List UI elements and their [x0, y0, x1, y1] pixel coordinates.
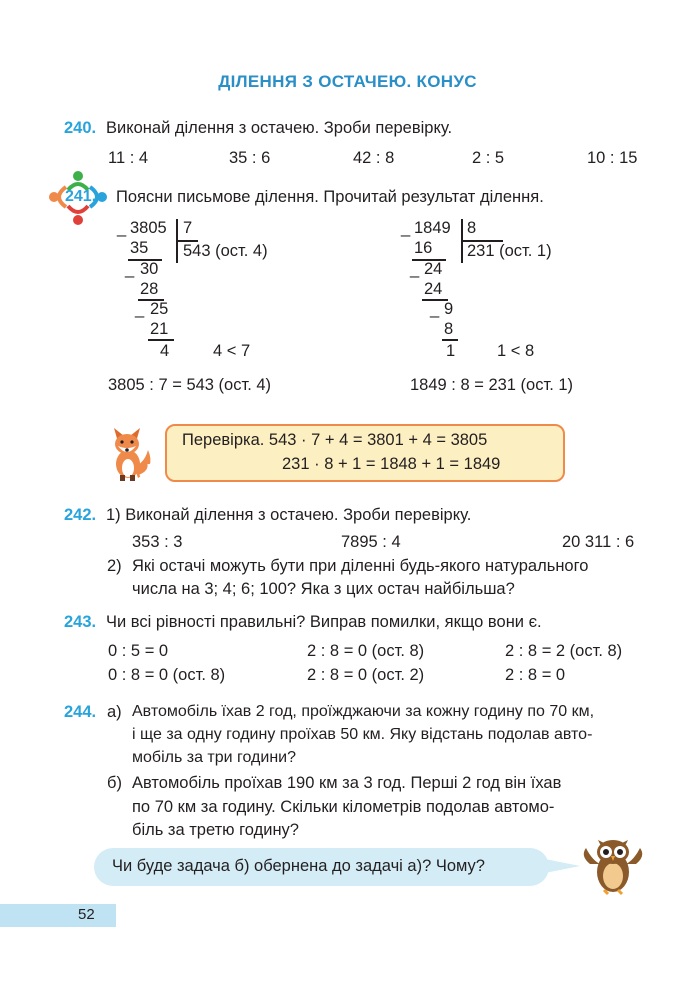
subtrahend: 24	[424, 280, 443, 298]
rule-line	[442, 339, 458, 341]
ex242-item: 20 311 : 6	[562, 533, 635, 551]
ex244-b-line: Автомобіль проїхав 190 км за 3 год. Перші 2 год він їхав	[132, 774, 562, 792]
minus-sign: _	[401, 219, 411, 237]
ex240-item: 11 : 4	[108, 149, 149, 167]
ex240-item: 35 : 6	[229, 149, 271, 167]
check-line-1: Перевірка. 543 · 7 + 4 = 3801 + 4 = 3805	[182, 431, 488, 449]
divisor: 7	[183, 219, 193, 237]
minus-sign: _	[430, 300, 440, 318]
exercise-240-number: 240.	[64, 119, 97, 137]
remainder: 1	[446, 342, 456, 360]
ex242-item: 353 : 3	[132, 533, 183, 551]
minus-sign: _	[410, 260, 420, 278]
ex244-a-line: Автомобіль їхав 2 год, проїжджаючи за кожну годину по 70 км,	[132, 703, 595, 720]
exercise-241-text: Поясни письмове ділення. Прочитай результат ділення.	[116, 188, 544, 206]
page-number: 52	[78, 906, 95, 923]
ex244-b-line: по 70 км за годину. Скільки кілометрів подолав автомо-	[132, 798, 555, 816]
partial-remainder: 25	[150, 300, 169, 318]
ex242-part2-label: 2)	[107, 557, 122, 575]
exercise-242-number: 242.	[64, 506, 97, 524]
remainder-compare: 1 < 8	[497, 342, 535, 360]
owl-icon	[580, 834, 646, 896]
minus-sign: _	[117, 219, 127, 237]
ex244-a-line: і ще за одну годину проїхав 50 км. Яку відстань подолав авто-	[132, 726, 593, 743]
equation: 2 : 8 = 0	[505, 666, 566, 684]
remainder: 4	[160, 342, 170, 360]
page-title: ДІЛЕННЯ З ОСТАЧЕЮ. КОНУС	[218, 72, 477, 91]
exercise-243-number: 243.	[64, 613, 97, 631]
remainder-compare: 4 < 7	[213, 342, 251, 360]
minus-sign: _	[135, 300, 145, 318]
exercise-240-text: Виконай ділення з остачею. Зроби перевірку.	[106, 119, 453, 137]
exercise-241-number: 241.	[65, 188, 97, 205]
division-result-left: 3805 : 7 = 543 (ост. 4)	[108, 376, 272, 394]
dividend: 1849	[414, 219, 451, 237]
fox-icon	[100, 420, 158, 482]
ex242-part2-line: Які остачі можуть бути при діленні будь-якого натурального	[132, 557, 589, 575]
ex244-b-label: б)	[107, 774, 122, 792]
question-text: Чи буде задача б) обернена до задачі а)? Чому?	[112, 857, 485, 875]
partial-remainder: 30	[140, 260, 159, 278]
ex240-item: 2 : 5	[472, 149, 505, 167]
ex244-a-line: мобіль за три години?	[132, 749, 296, 766]
subtrahend: 28	[140, 280, 159, 298]
exercise-242-part1: 1) Виконай ділення з остачею. Зроби перевірку.	[106, 506, 472, 524]
quotient: 543 (ост. 4)	[183, 242, 268, 260]
subtrahend: 35	[130, 239, 149, 257]
exercise-243-text: Чи всі рівності правильні? Виправ помилки, якщо вони є.	[106, 613, 542, 631]
ex242-part2-line: числа на 3; 4; 6; 100? Яка з цих остач найбільша?	[132, 580, 515, 598]
exercise-244-number: 244.	[64, 703, 97, 721]
divisor: 8	[467, 219, 477, 237]
equation: 2 : 8 = 2 (ост. 8)	[505, 642, 623, 660]
bubble-tail	[540, 858, 580, 874]
subtrahend: 21	[150, 320, 169, 338]
ex240-item: 42 : 8	[353, 149, 395, 167]
minus-sign: _	[125, 260, 135, 278]
rule-line	[148, 339, 174, 341]
dividend: 3805	[130, 219, 167, 237]
subtrahend: 16	[414, 239, 433, 257]
partial-remainder: 24	[424, 260, 443, 278]
equation: 2 : 8 = 0 (ост. 2)	[307, 666, 425, 684]
ex244-b-line: біль за третю годину?	[132, 821, 299, 839]
equation: 0 : 8 = 0 (ост. 8)	[108, 666, 226, 684]
partial-remainder: 9	[444, 300, 454, 318]
ex240-item: 10 : 15	[587, 149, 638, 167]
ex242-item: 7895 : 4	[341, 533, 401, 551]
subtrahend: 8	[444, 320, 454, 338]
equation: 0 : 5 = 0	[108, 642, 169, 660]
ex244-a-label: а)	[107, 703, 122, 721]
quotient: 231 (ост. 1)	[467, 242, 552, 260]
page-number-bar	[0, 904, 116, 927]
division-result-right: 1849 : 8 = 231 (ост. 1)	[410, 376, 574, 394]
equation: 2 : 8 = 0 (ост. 8)	[307, 642, 425, 660]
check-line-2: 231 · 8 + 1 = 1848 + 1 = 1849	[282, 455, 501, 473]
